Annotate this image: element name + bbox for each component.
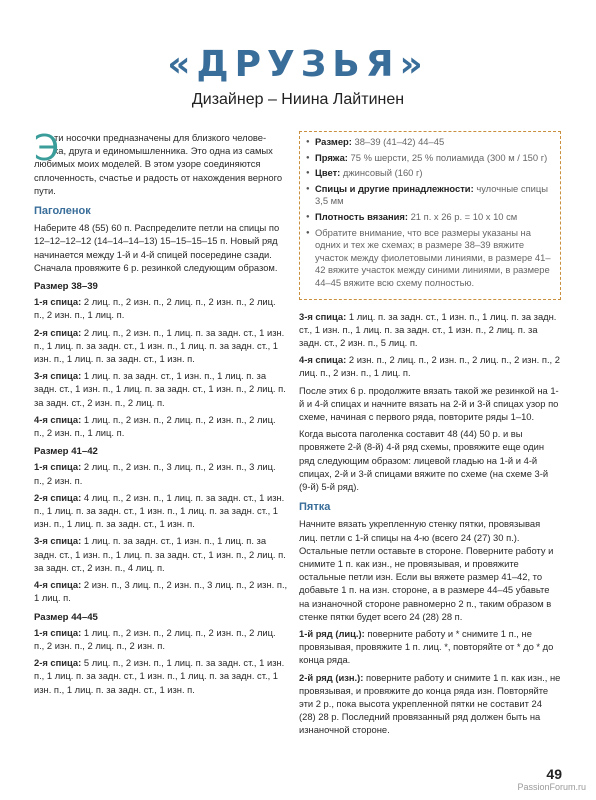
size3-row-4 <box>299 353 561 379</box>
info-note <box>306 227 554 290</box>
info-value: 38–39 (41–42) 44–45 <box>354 136 445 147</box>
info-key: Пряжа: <box>315 151 348 163</box>
row-label: 2-я спица: <box>34 326 82 338</box>
row-label: 2-й ряд (изн.): <box>299 671 364 683</box>
row-label: 4-я спица: <box>34 413 82 425</box>
info-needles <box>306 183 554 208</box>
row-label: 4-я спица: <box>299 354 347 366</box>
info-yarn <box>306 152 554 165</box>
info-value: чулочные спицы 3,5 мм <box>315 182 548 207</box>
size3-row-3 <box>299 310 561 350</box>
row-text: 1 лиц. п., 2 изн. п., 2 лиц. п., 2 изн. п., 2 лиц. п., 2 изн. п., 2 лиц. п., 2 изн. п. <box>34 626 276 651</box>
left-column <box>34 128 288 700</box>
row-label: 2-я спица: <box>34 491 82 503</box>
intro-line2: ка, друга и единомышленника. Это одна из самых <box>54 145 273 157</box>
info-size <box>306 136 554 149</box>
info-key: Цвет: <box>315 167 341 179</box>
size2-row-1 <box>34 460 288 486</box>
row-text: поверните работу и * снимите 1 п., не провязывая, провяжите 1 п. лиц. *, повторяйте от * до * до конца ряда. <box>299 628 554 666</box>
row-label: 1-я спица: <box>34 626 82 638</box>
heel-row-1 <box>299 627 561 667</box>
intro-paragraph <box>34 128 288 197</box>
info-color <box>306 167 554 180</box>
size2-row-4 <box>34 578 288 604</box>
intro-line1: ти носочки предназначены для близкого челове- <box>54 132 267 143</box>
info-value: 21 п. х 26 р. = 10 х 10 см <box>410 210 518 222</box>
row-label: 1-я спица: <box>34 461 82 473</box>
size3-heading: Размер 44–45 <box>34 611 98 623</box>
row-text: 4 лиц. п., 2 изн. п., 1 лиц. п. за задн. ст., 1 изн. п., 1 лиц. п. за задн. ст., 1 изн. п., 1 лиц. п. за задн. ст., 1 изн. п., 1 лиц. п. за задн. ст., 1 изн. п. <box>34 491 285 530</box>
materials-box <box>299 131 561 300</box>
row-text: 2 изн. п., 3 лиц. п., 2 изн. п., 3 лиц. п., 2 изн. п., 1 лиц. п. <box>34 579 288 604</box>
size2-row-3 <box>34 534 288 574</box>
row-text: 2 лиц. п., 2 изн. п., 1 лиц. п. за задн. ст., 1 изн. п., 1 лиц. п. за задн. ст., 1 изн. п., 1 лиц. п. за задн. ст., 1 изн. п., 1 лиц. п. за задн. ст., 1 изн. п. <box>34 326 285 365</box>
heel-row-2 <box>299 671 561 737</box>
size1-row-2 <box>34 326 288 366</box>
after-paragraph-2: Когда высота паголенка составит 48 (44) 50 р. и вы провяжете 2-й (8-й) 4-й ряд схемы, провяжите еще один ряд следующим образом: лицевой гладью на 1-й и 4-й спицах, 2-й и 3-й спицами вяжите по схеме (на схеме 3-й (9-й) 5-й ряд). <box>299 428 549 492</box>
row-text: 1 лиц. п. за задн. ст., 1 изн. п., 1 лиц. п. за задн. ст., 1 изн. п., 1 лиц. п. за задн. ст., 1 изн. п., 2 лиц. п. за задн. ст., 2 изн. п., 2 лиц. п. <box>34 370 286 408</box>
row-label: 3-я спица: <box>34 370 82 382</box>
info-key: Плотность вязания: <box>315 210 408 222</box>
size2-heading: Размер 41–42 <box>34 446 98 458</box>
row-label: 3-я спица: <box>299 310 347 322</box>
row-text: 1 лиц. п. за задн. ст., 1 изн. п., 1 лиц. п. за задн. ст., 1 изн. п., 1 лиц. п. за задн. ст., 1 изн. п., 2 лиц. п. за задн. ст., 2 изн. п., 5 лиц. п. <box>299 310 557 348</box>
designer-line: Дизайнер – Ниина Лайтинен <box>191 91 405 108</box>
heel-heading: Пятка <box>299 501 331 514</box>
row-label: 1-я спица: <box>34 296 82 308</box>
dropcap: Э <box>34 128 60 169</box>
right-column <box>299 131 561 741</box>
cuff-heading: Паголенок <box>34 205 91 218</box>
info-value: 75 % шерсти, 25 % полиамида (300 м / 150 г) <box>350 151 548 163</box>
size1-row-4 <box>34 413 288 439</box>
page-number: 49 <box>546 766 562 782</box>
row-label: 2-я спица: <box>34 657 82 669</box>
size3-row-2 <box>34 656 288 696</box>
size3-row-1 <box>34 626 288 652</box>
after-paragraph-1: После этих 6 р. продолжите вязать такой же резинкой на 1-й и 4-й спицах и начните вязать на 2-й и 3-й спицах узор по схеме, начиная с первого ряда, повторите ряды 1–10. <box>299 384 559 422</box>
cuff-text: Наберите 48 (55) 60 п. Распределите петли на спицы по 12–12–12–12 (14–14–14–13) 15–15–15–15 п. Новый ряд начинается между 1-й и 4-й спицей посередине сзади. Сначала провяжите 6 р. резинкой следующим образом. <box>34 222 280 273</box>
size1-row-1 <box>34 295 288 321</box>
note-text: Обратите внимание, что все размеры указаны на одних и тех же схемах; в размере 38–39 вяжите участок между фиолетовыми линиями, в размере 41–42 вяжите участок между синими линиями, в размере 44–45 вяжите всю схему полностью. <box>315 226 551 288</box>
row-text: 1 лиц. п., 2 изн. п., 2 лиц. п., 2 изн. п., 2 лиц. п., 2 изн. п., 1 лиц. п. <box>34 413 276 439</box>
watermark: PassionForum.ru <box>517 782 586 792</box>
row-label: 1-й ряд (лиц.): <box>299 628 365 639</box>
page-title: «ДРУЗЬЯ» <box>167 44 429 85</box>
info-key: Спицы и другие принадлежности: <box>315 182 474 194</box>
size1-heading: Размер 38–39 <box>34 281 98 293</box>
info-value: джинсовый (160 г) <box>342 167 423 179</box>
row-text: 5 лиц. п., 2 изн. п., 1 лиц. п. за задн. ст., 1 изн. п., 1 лиц. п. за задн. ст., 1 изн. п., 1 лиц. п. за задн. ст., 1 изн. п., 1 лиц. п. за задн. ст., 1 изн. п. <box>34 657 285 695</box>
row-text: поверните работу и снимите 1 п. как изн., не провязывая, и провяжите до конца ряда изн. Повторяйте эти 2 р., пока высота укрепленной пятки не составит 24 (28) 28 р. Последний провязанный ряд должен быть на изнаночной стороне. <box>299 671 561 736</box>
size2-row-2 <box>34 491 288 531</box>
info-key: Размер: <box>315 136 352 147</box>
row-text: 1 лиц. п. за задн. ст., 1 изн. п., 1 лиц. п. за задн. ст., 1 изн. п., 1 лиц. п. за задн. ст., 1 изн. п., 2 лиц. п. за задн. ст., 2 изн. п., 4 лиц. п. <box>34 535 286 573</box>
row-text: 2 лиц. п., 2 изн. п., 2 лиц. п., 2 изн. п., 2 лиц. п., 2 изн. п., 1 лиц. п. <box>34 296 276 321</box>
size1-row-3 <box>34 369 288 409</box>
heel-text: Начните вязать укрепленную стенку пятки, провязывая лиц. петли с 1-й спицы на 4-ю (всего 24 (27) 30 п.). Остальные петли оставьте в стороне. Поверните работу и снимите 1 п. как изн., не провязывая, и провяжите остальные петли изн. Если вы вяжете размер 41–42, то добавьте 1 п. на изн. стороне, а в размере 44–45 убавьте на изнаночной стороне равномерно 2 п., таким образом в стенке пятки будет всего 24 (28) 28 п. <box>299 518 554 622</box>
row-label: 3-я спица: <box>34 535 82 547</box>
row-label: 4-я спица: <box>34 579 82 591</box>
info-gauge <box>306 211 554 224</box>
row-text: 2 изн. п., 2 лиц. п., 2 изн. п., 2 лиц. п., 2 изн. п., 2 лиц. п., 2 изн. п., 1 лиц. п. <box>299 354 560 379</box>
row-text: 2 лиц. п., 2 изн. п., 3 лиц. п., 2 изн. п., 3 лиц. п., 2 изн. п. <box>34 461 276 486</box>
intro-rest: любимых моих моделей. В этом узоре соединяются сплоченность, счастье и радость от нахождения верного пути. <box>34 158 283 196</box>
